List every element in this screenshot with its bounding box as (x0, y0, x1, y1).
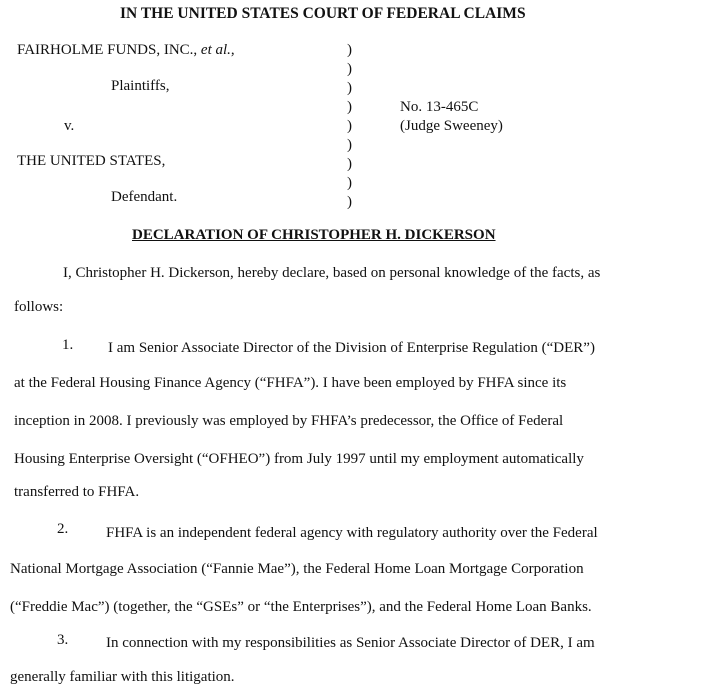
intro-line: follows: (14, 299, 64, 315)
paren: ) (347, 61, 352, 77)
judge-name: (Judge Sweeney) (400, 118, 503, 134)
paren: ) (347, 137, 352, 153)
paren: ) (347, 99, 352, 115)
paren: ) (347, 80, 352, 96)
plaintiff-etal: et al. (200, 42, 231, 58)
court-heading: IN THE UNITED STATES COURT OF FEDERAL CLAIMS (120, 5, 526, 22)
paragraph-line: at the Federal Housing Finance Agency (“FHFA”). I have been employed by FHFA since its (14, 375, 567, 391)
defendant-name: THE UNITED STATES, (17, 153, 166, 169)
defendant-role: Defendant. (111, 189, 178, 205)
paren: ) (347, 156, 352, 172)
intro-line: I, Christopher H. Dickerson, hereby declare, based on personal knowledge of the facts, as (63, 265, 601, 281)
paren: ) (347, 118, 352, 134)
paragraph-line: inception in 2008. I previously was employed by FHFA’s predecessor, the Office of Federal (14, 413, 564, 429)
caption-parentheses (347, 41, 352, 212)
paragraph-line: FHFA is an independent federal agency with regulatory authority over the Federal (106, 525, 598, 541)
case-number: No. 13-465C (400, 99, 479, 115)
plaintiff-name (17, 43, 235, 58)
plaintiff-name-text: FAIRHOLME FUNDS, INC., (17, 42, 198, 58)
document-title: DECLARATION OF CHRISTOPHER H. DICKERSON (132, 227, 496, 243)
paragraph-line: I am Senior Associate Director of the Division of Enterprise Regulation (“DER”) (108, 340, 595, 356)
paragraph-line: In connection with my responsibilities as Senior Associate Director of DER, I am (106, 635, 595, 651)
versus: v. (64, 118, 75, 134)
paragraph-line: Housing Enterprise Oversight (“OFHEO”) from July 1997 until my employment automatically (14, 451, 584, 467)
paren: ) (347, 194, 352, 210)
paragraph-number: 1. (62, 337, 74, 353)
paren: ) (347, 42, 352, 58)
paren: ) (347, 175, 352, 191)
plaintiff-etal-comma: , (230, 42, 235, 58)
paragraph-number: 3. (57, 632, 69, 648)
paragraph-line: generally familiar with this litigation. (10, 669, 235, 685)
paragraph-line: National Mortgage Association (“Fannie Mae”), the Federal Home Loan Mortgage Corporation (10, 561, 584, 577)
paragraph-line: (“Freddie Mac”) (together, the “GSEs” or “the Enterprises”), and the Federal Home Loan Banks. (10, 599, 592, 615)
paragraph-number: 2. (57, 521, 69, 537)
plaintiff-role: Plaintiffs, (111, 78, 170, 94)
paragraph-line: transferred to FHFA. (14, 484, 140, 500)
